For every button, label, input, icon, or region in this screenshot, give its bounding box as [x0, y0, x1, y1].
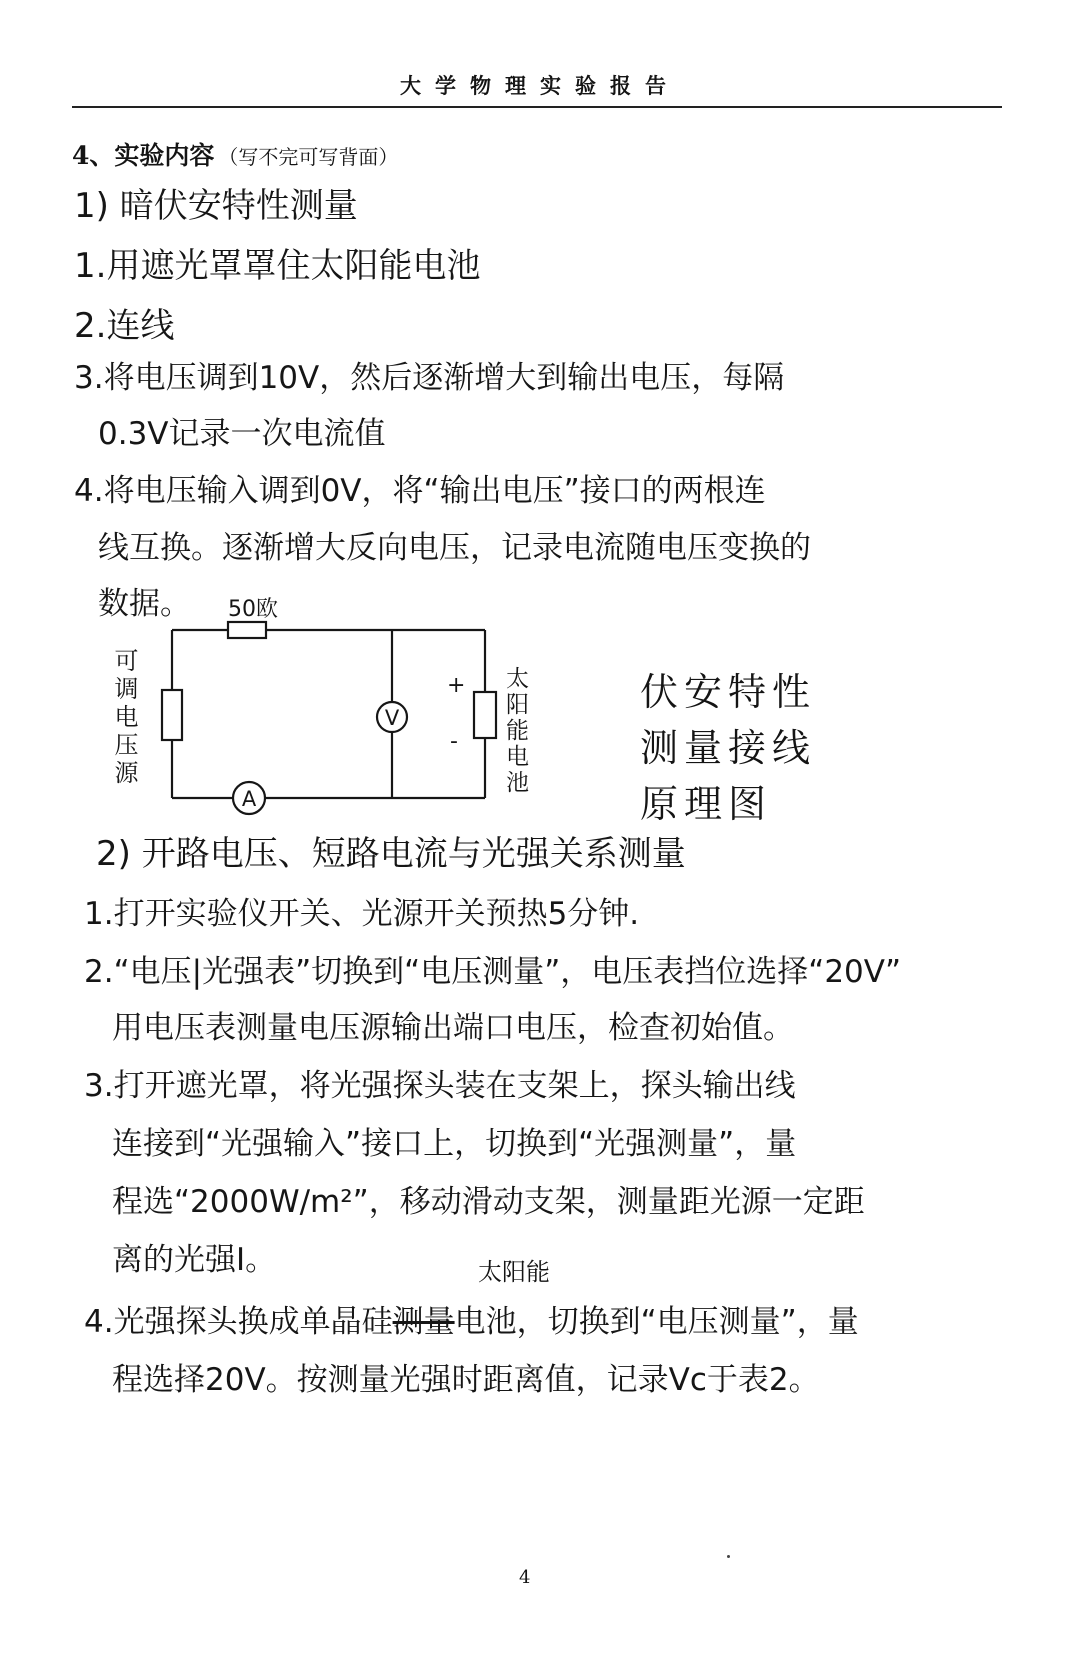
voltage-source-label: 可调电压源 — [110, 648, 138, 788]
header-rule — [72, 106, 1002, 108]
part2-step2-line2: 用电压表测量电压源输出端口电压，检查初始值。 — [112, 1010, 794, 1046]
step4-pre: 4.光强探头换成单晶硅 — [84, 1304, 393, 1340]
part2-step4-line2: 程选择20V。按测量光强时距离值，记录Vc于表2。 — [112, 1362, 820, 1398]
step4-struck: 测量 — [392, 1304, 455, 1340]
page-number: 4 — [519, 1567, 531, 1588]
part1-step4-line2: 线互换。逐渐增大反向电压，记录电流随电压变换的 — [98, 530, 811, 566]
part2-step3-line3: 程选“2000W/m²”，移动滑动支架，测量距光源一定距 — [112, 1184, 865, 1220]
solar-cell-label: 太阳能电池 — [502, 666, 528, 796]
part2-step1: 1.打开实验仪开关、光源开关预热5分钟. — [84, 896, 640, 932]
part1-title: 1) 暗伏安特性测量 — [74, 186, 358, 226]
minus-sign: - — [450, 729, 458, 754]
part2-title: 2) 开路电压、短路电流与光强关系测量 — [96, 834, 686, 874]
resistor-label: 50欧 — [228, 597, 278, 622]
section-title-text: 4、实验内容 — [72, 141, 215, 170]
part2-step2-line1: 2.“电压|光强表”切换到“电压测量”，电压表挡位选择“20V” — [84, 954, 902, 990]
part2-step3-line1: 3.打开遮光罩，将光强探头装在支架上，探头输出线 — [84, 1068, 796, 1104]
part1-step3-line1: 3.将电压调到10V，然后逐渐增大到输出电压，每隔 — [74, 360, 785, 396]
part1-step2: 2.连线 — [74, 306, 175, 346]
part1-step4-line3: 数据。 — [98, 586, 191, 622]
part2-step4-line1 — [84, 1296, 859, 1341]
insertion-note: 太阳能 — [478, 1258, 550, 1286]
section-title — [72, 136, 398, 172]
part1-step1: 1.用遮光罩罩住太阳能电池 — [74, 246, 481, 286]
part2-step3-line4: 离的光强I。 — [112, 1242, 277, 1278]
stray-dot — [727, 1555, 730, 1558]
part2-step3-line2: 连接到“光强输入”接口上，切换到“光强测量”，量 — [112, 1126, 797, 1162]
diagram-caption — [640, 664, 816, 832]
caption-line1: 伏安特性 — [640, 670, 817, 714]
part1-step4-line1: 4.将电压输入调到0V，将“输出电压”接口的两根连 — [74, 473, 766, 509]
step4-post: 电池，切换到“电压测量”，量 — [454, 1304, 859, 1340]
solar-cell-symbol — [474, 692, 496, 738]
resistor-symbol — [228, 622, 266, 638]
page-header: 大学物理实验报告 — [400, 73, 680, 98]
voltmeter-label: V — [384, 706, 400, 730]
ammeter-label: A — [241, 787, 257, 811]
plus-sign: + — [447, 673, 466, 698]
section-note: （写不完可写背面） — [218, 145, 399, 169]
caption-line3: 原理图 — [640, 782, 773, 826]
caption-line2: 测量接线 — [640, 726, 817, 770]
voltage-source-symbol — [162, 690, 182, 740]
part1-step3-line2: 0.3V记录一次电流值 — [98, 416, 386, 452]
